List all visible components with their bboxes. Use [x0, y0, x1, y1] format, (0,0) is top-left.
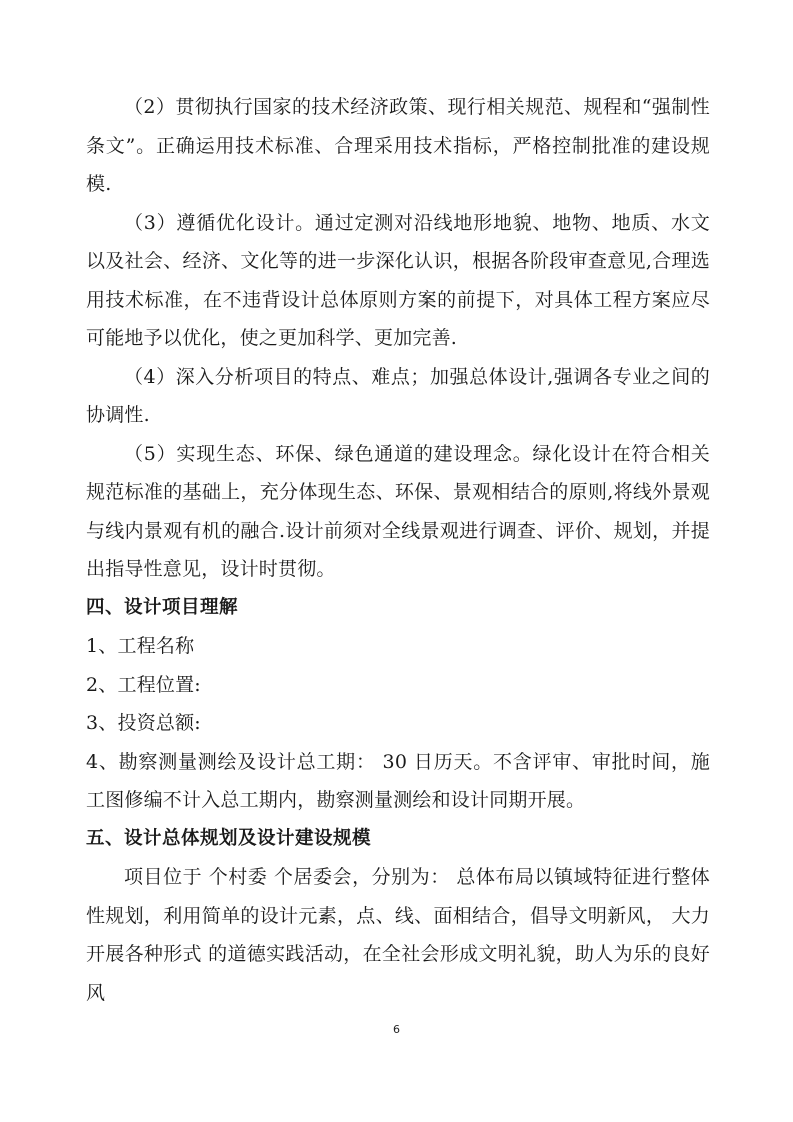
page-number: 6: [393, 1023, 400, 1036]
list-item-investment-total: 3、投资总额:: [86, 712, 201, 734]
paragraph-principle-3: （3）遵循优化设计。通过定测对沿线地形地貌、地物、地质、水文以及社会、经济、文化等的进一步深化认识，根据各阶段审查意见,合理选用技术标准，在不违背设计总体原则方案的前提下，对具体工程方案应尽可能地予以优化，使之更加科学、更加完善.: [86, 211, 710, 349]
paragraph-project-overview: 项目位于 个村委 个居委会，分别为： 总体布局以镇域特征进行整体性规划，利用简单的设计元素，点、线、面相结合，倡导文明新风， 大力开展各种形式 的道德实践活动，在全社会形成文明礼貌，助人为乐的良好风: [86, 866, 710, 1004]
paragraph-principle-2: （2）贯彻执行国家的技术经济政策、现行相关规范、规程和“强制性条文”。正确运用技术标准、合理采用技术指标，严格控制批准的建设规模.: [86, 96, 710, 195]
paragraph-principle-4: （4）深入分析项目的特点、难点；加强总体设计,强调各专业之间的协调性.: [86, 365, 710, 426]
section-heading-overall-planning: 五、设计总体规划及设计建设规模: [86, 827, 372, 849]
list-item-total-duration: 4、勘察测量测绘及设计总工期： 30 日历天。不含评审、审批时间，施工图修编不计入总工期内，勘察测量测绘和设计同期开展。: [86, 750, 710, 811]
list-item-project-name: 1、工程名称: [86, 635, 195, 657]
list-item-project-location: 2、工程位置:: [86, 673, 201, 696]
paragraph-principle-5: （5）实现生态、环保、绿色通道的建设理念。绿化设计在符合相关规范标准的基础上，充分体现生态、环保、景观相结合的原则,将线外景观与线内景观有机的融合.设计前须对全线景观进行调查、评价、规划，并提出指导性意见，设计时贯彻。: [86, 442, 710, 580]
section-heading-project-understanding: 四、设计项目理解: [86, 596, 239, 618]
document-page: [86, 88, 710, 1012]
